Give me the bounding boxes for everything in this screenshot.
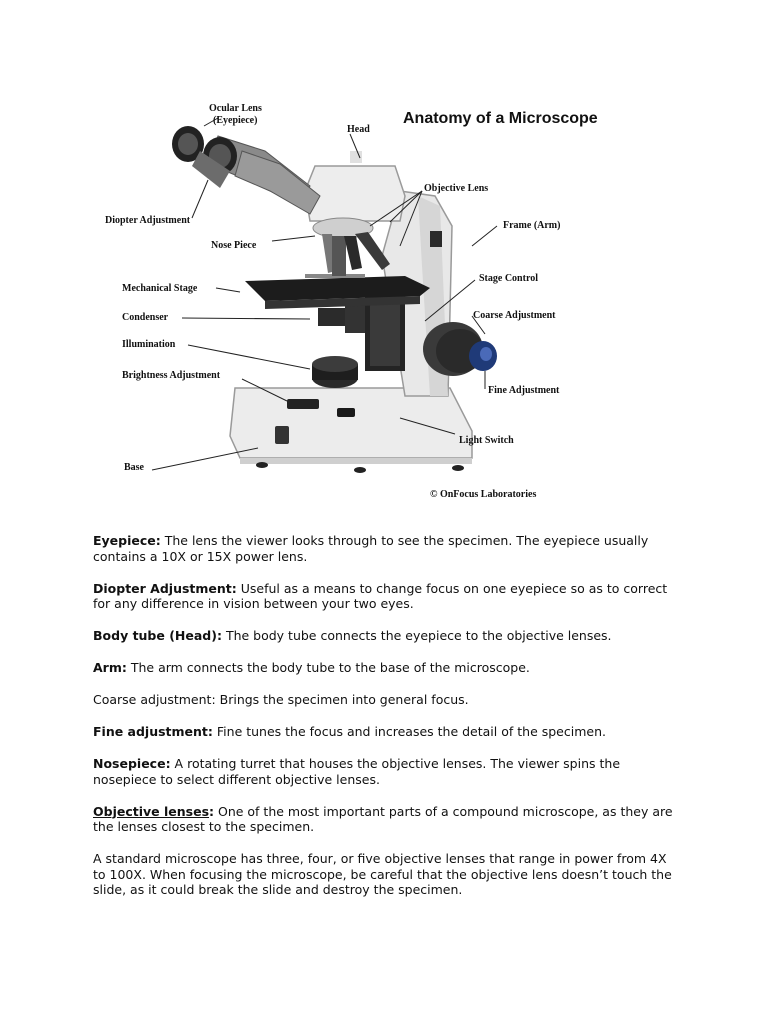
paragraph-coarse-adjustment — [93, 692, 683, 708]
brightness-dial — [287, 399, 319, 409]
label-eyepiece: (Eyepiece) — [213, 115, 258, 126]
label-light-switch: Light Switch — [459, 435, 514, 446]
label-mechanical-stage: Mechanical Stage — [122, 283, 198, 294]
label-frame-arm: Frame (Arm) — [503, 220, 561, 231]
definition: Fine tunes the focus and increases the detail of the specimen. — [212, 724, 606, 739]
microscope-diagram — [100, 96, 600, 506]
term: Body tube (Head): — [93, 628, 222, 643]
label-illumination: Illumination — [122, 339, 176, 350]
label-base: Base — [124, 462, 144, 473]
label-stage-control: Stage Control — [479, 273, 538, 284]
term: Arm: — [93, 660, 127, 675]
paragraph-objective-lenses — [93, 804, 683, 835]
term-suffix: : — [209, 803, 215, 819]
microscope-figure — [100, 96, 600, 506]
paragraph-eyepiece — [93, 533, 683, 564]
paragraph-arm — [93, 660, 683, 676]
light-switch — [337, 408, 355, 417]
microscope-illustration — [172, 126, 497, 473]
paragraph-fine-adjustment — [93, 724, 683, 740]
term: Fine adjustment: — [93, 724, 213, 739]
paragraph-nosepiece — [93, 756, 683, 787]
definition: The arm connects the body tube to the base of the microscope. — [126, 660, 530, 675]
paragraph-standard-microscope — [93, 851, 683, 898]
definition: Useful as a means to change focus on one eyepiece so as to correct for any difference in vision between your two eyes. — [93, 580, 668, 611]
description-text — [93, 533, 683, 914]
label-condenser: Condenser — [122, 312, 169, 323]
figure-credit: © OnFocus Laboratories — [430, 489, 537, 500]
term: Nosepiece: — [93, 756, 171, 771]
label-diopter-adjustment: Diopter Adjustment — [105, 215, 191, 226]
definition: A rotating turret that houses the objective lenses. The viewer spins the nosepiece to select different objective lenses. — [93, 756, 621, 787]
definition: Coarse adjustment: Brings the specimen into general focus. — [93, 692, 469, 707]
label-fine-adjustment: Fine Adjustment — [488, 385, 560, 396]
label-brightness-adjustment: Brightness Adjustment — [122, 370, 221, 381]
base-badge — [275, 426, 289, 444]
term: Objective lenses — [93, 803, 210, 819]
figure-title: Anatomy of a Microscope — [403, 110, 598, 127]
definition: A standard microscope has three, four, or five objective lenses that range in power from 4X to 100X. When focusing the microscope, be careful that the objective lens doesn’t touch the slide, as it could break the slide and destroy the specimen. — [93, 851, 672, 897]
label-coarse-adjustment: Coarse Adjustment — [473, 310, 556, 321]
paragraph-body-tube — [93, 628, 683, 644]
label-head: Head — [347, 124, 370, 135]
label-nose-piece: Nose Piece — [211, 240, 257, 251]
term: Diopter Adjustment: — [93, 580, 237, 596]
label-objective-lens: Objective Lens — [424, 183, 489, 194]
label-ocular-lens: Ocular Lens — [209, 103, 262, 114]
term: Eyepiece: — [93, 533, 161, 548]
paragraph-diopter — [93, 581, 683, 612]
definition: The lens the viewer looks through to see the specimen. The eyepiece usually contains a 10X or 15X power lens. — [93, 533, 649, 564]
definition: The body tube connects the eyepiece to the objective lenses. — [221, 628, 612, 643]
definition: One of the most important parts of a compound microscope, as they are the lenses closest to the specimen. — [93, 803, 673, 834]
